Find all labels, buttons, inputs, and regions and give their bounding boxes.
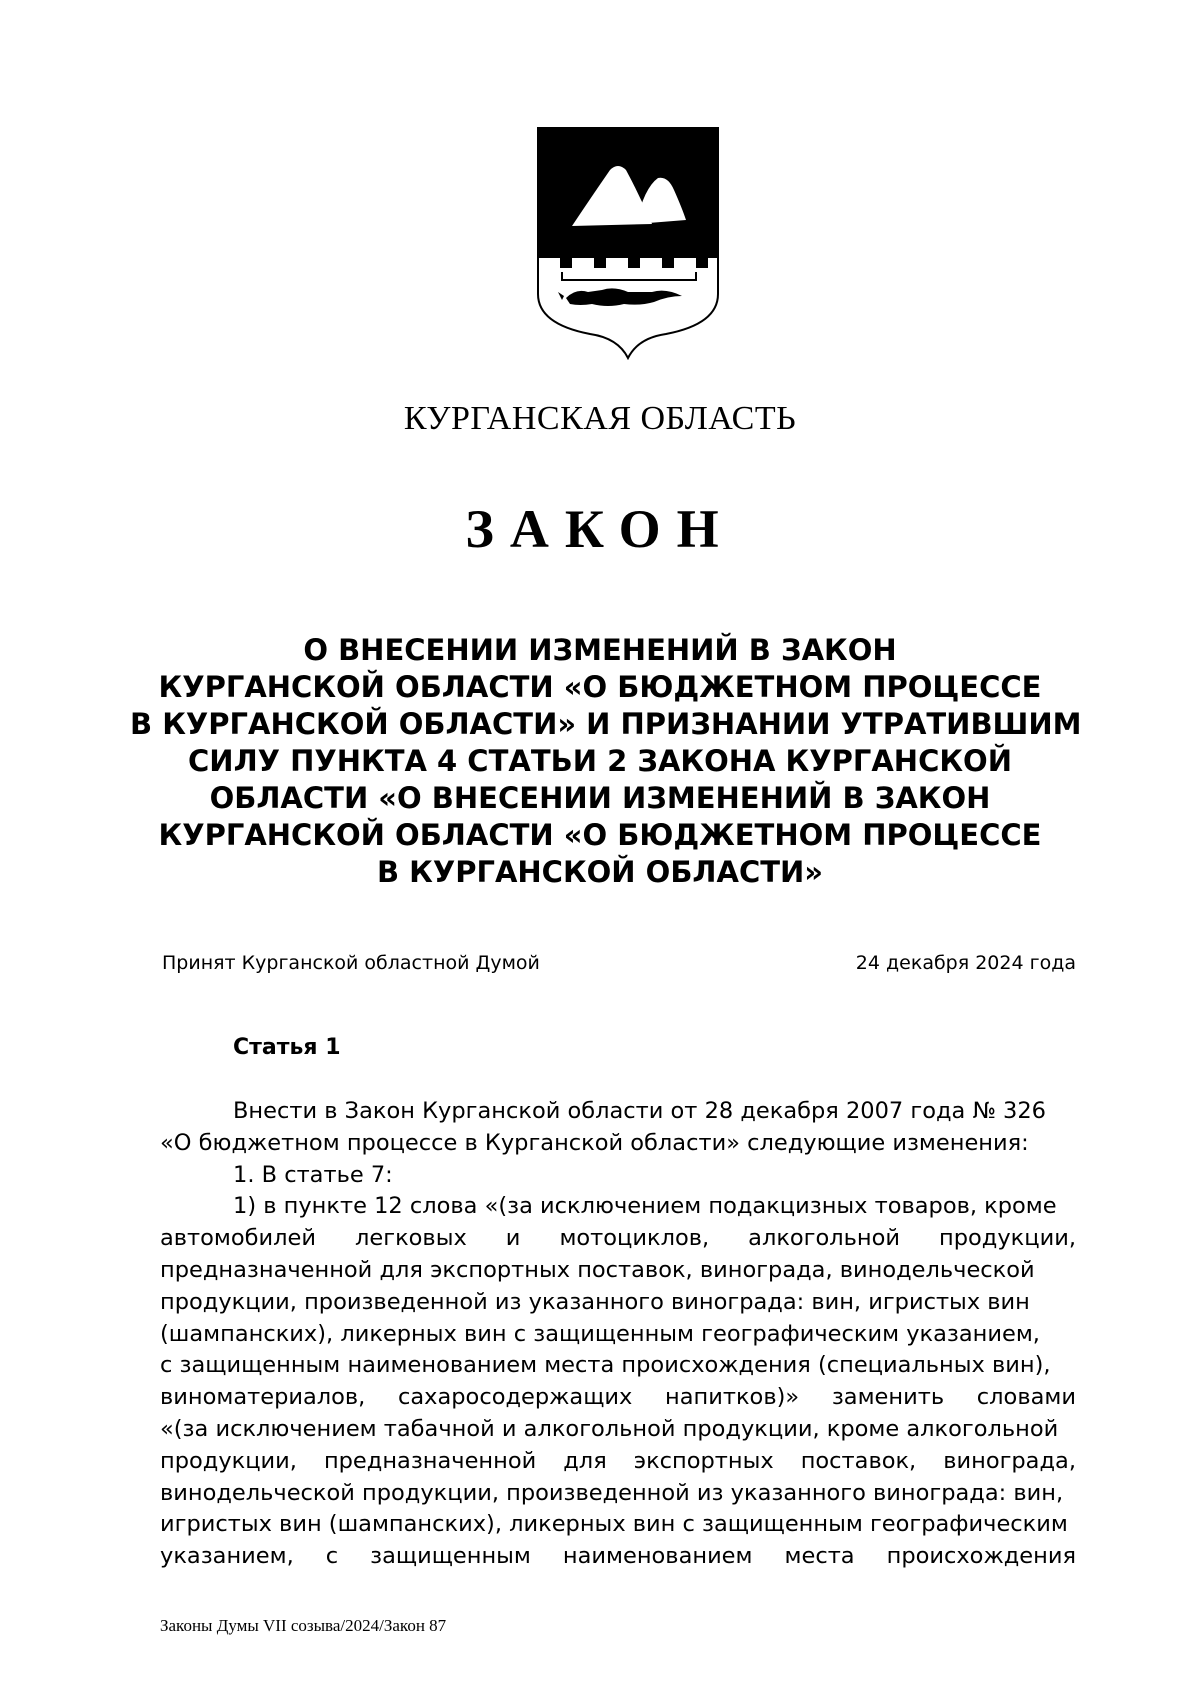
body-word: алкогольной xyxy=(748,1225,901,1252)
body-word: заменить xyxy=(831,1384,945,1411)
body-word: указанием, xyxy=(160,1543,294,1570)
body-word: для xyxy=(563,1447,607,1474)
adoption-info xyxy=(162,952,1076,980)
body-line: с защищенным наименованием места происхождения (специальных вин), xyxy=(160,1352,1051,1379)
body-line: продукции, произведенной из указанного винограда: вин, игристых вин xyxy=(160,1288,1030,1315)
adopted-by: Принят Курганской областной Думой xyxy=(162,952,540,974)
body-line xyxy=(160,1223,1076,1255)
body-word: экспортных xyxy=(633,1447,774,1474)
adoption-date: 24 декабря 2024 года xyxy=(855,952,1076,974)
region-name: КУРГАНСКАЯ ОБЛАСТЬ xyxy=(403,400,797,437)
law-title-line: ОБЛАСТИ «О ВНЕСЕНИИ ИЗМЕНЕНИЙ В ЗАКОН xyxy=(209,781,991,815)
coat-of-arms-icon xyxy=(536,126,720,360)
document-type: ЗАКОН xyxy=(465,499,735,559)
footer-reference: Законы Думы VII созыва/2024/Закон 87 xyxy=(160,1616,447,1635)
body-line xyxy=(160,1382,1076,1414)
body-word: продукции, xyxy=(160,1447,297,1474)
body-line: 1. В статье 7: xyxy=(233,1161,393,1188)
article-heading: Статья 1 xyxy=(233,1035,341,1060)
body-word: и xyxy=(505,1225,521,1252)
body-word: мотоциклов, xyxy=(559,1225,710,1252)
body-word: сахаросодержащих xyxy=(398,1384,633,1411)
body-line: 1) в пункте 12 слова «(за исключением подакцизных товаров, кроме xyxy=(233,1193,1057,1220)
body-word: винограда, xyxy=(943,1447,1076,1474)
body-word: виноматериалов, xyxy=(160,1384,366,1411)
law-title-line: В КУРГАНСКОЙ ОБЛАСТИ» xyxy=(376,855,824,889)
body-word: легковых xyxy=(355,1225,467,1252)
body-word: предназначенной xyxy=(323,1447,537,1474)
body-word: с xyxy=(325,1543,339,1570)
law-title xyxy=(130,632,1082,891)
body-line xyxy=(160,1446,1076,1478)
body-line: винодельческой продукции, произведенной из указанного винограда: вин, xyxy=(160,1479,1064,1506)
body-word: наименованием xyxy=(562,1543,753,1570)
law-title-line: В КУРГАНСКОЙ ОБЛАСТИ» И ПРИЗНАНИИ УТРАТИВШИМ xyxy=(130,707,1082,741)
body-line: «О бюджетном процессе в Курганской области» следующие изменения: xyxy=(160,1129,1029,1156)
law-title-line: КУРГАНСКОЙ ОБЛАСТИ «О БЮДЖЕТНОМ ПРОЦЕССЕ xyxy=(158,670,1042,704)
law-title-line: О ВНЕСЕНИИ ИЗМЕНЕНИЙ В ЗАКОН xyxy=(303,633,897,667)
body-word: защищенным xyxy=(370,1543,531,1570)
body-word: напитков)» xyxy=(665,1384,800,1411)
body-line: (шампанских), ликерных вин с защищенным географическим указанием, xyxy=(160,1320,1040,1347)
body-word: автомобилей xyxy=(160,1225,317,1252)
body-word: происхождения xyxy=(886,1543,1076,1570)
body-word: поставок, xyxy=(800,1447,917,1474)
law-title-line: КУРГАНСКОЙ ОБЛАСТИ «О БЮДЖЕТНОМ ПРОЦЕССЕ xyxy=(158,818,1042,852)
body-line: предназначенной для экспортных поставок, винограда, винодельческой xyxy=(160,1256,1035,1283)
law-title-line: СИЛУ ПУНКТА 4 СТАТЬИ 2 ЗАКОНА КУРГАНСКОЙ xyxy=(188,744,1012,778)
article-body xyxy=(160,1096,1076,1573)
body-line: игристых вин (шампанских), ликерных вин с защищенным географическим xyxy=(160,1511,1068,1538)
body-line xyxy=(160,1541,1076,1573)
body-word: места xyxy=(784,1543,855,1570)
body-word: словами xyxy=(976,1384,1076,1411)
body-word: продукции, xyxy=(939,1225,1076,1252)
body-line: «(за исключением табачной и алкогольной продукции, кроме алкогольной xyxy=(160,1415,1059,1442)
body-line: Внести в Закон Курганской области от 28 декабря 2007 года № 326 xyxy=(233,1098,1046,1124)
